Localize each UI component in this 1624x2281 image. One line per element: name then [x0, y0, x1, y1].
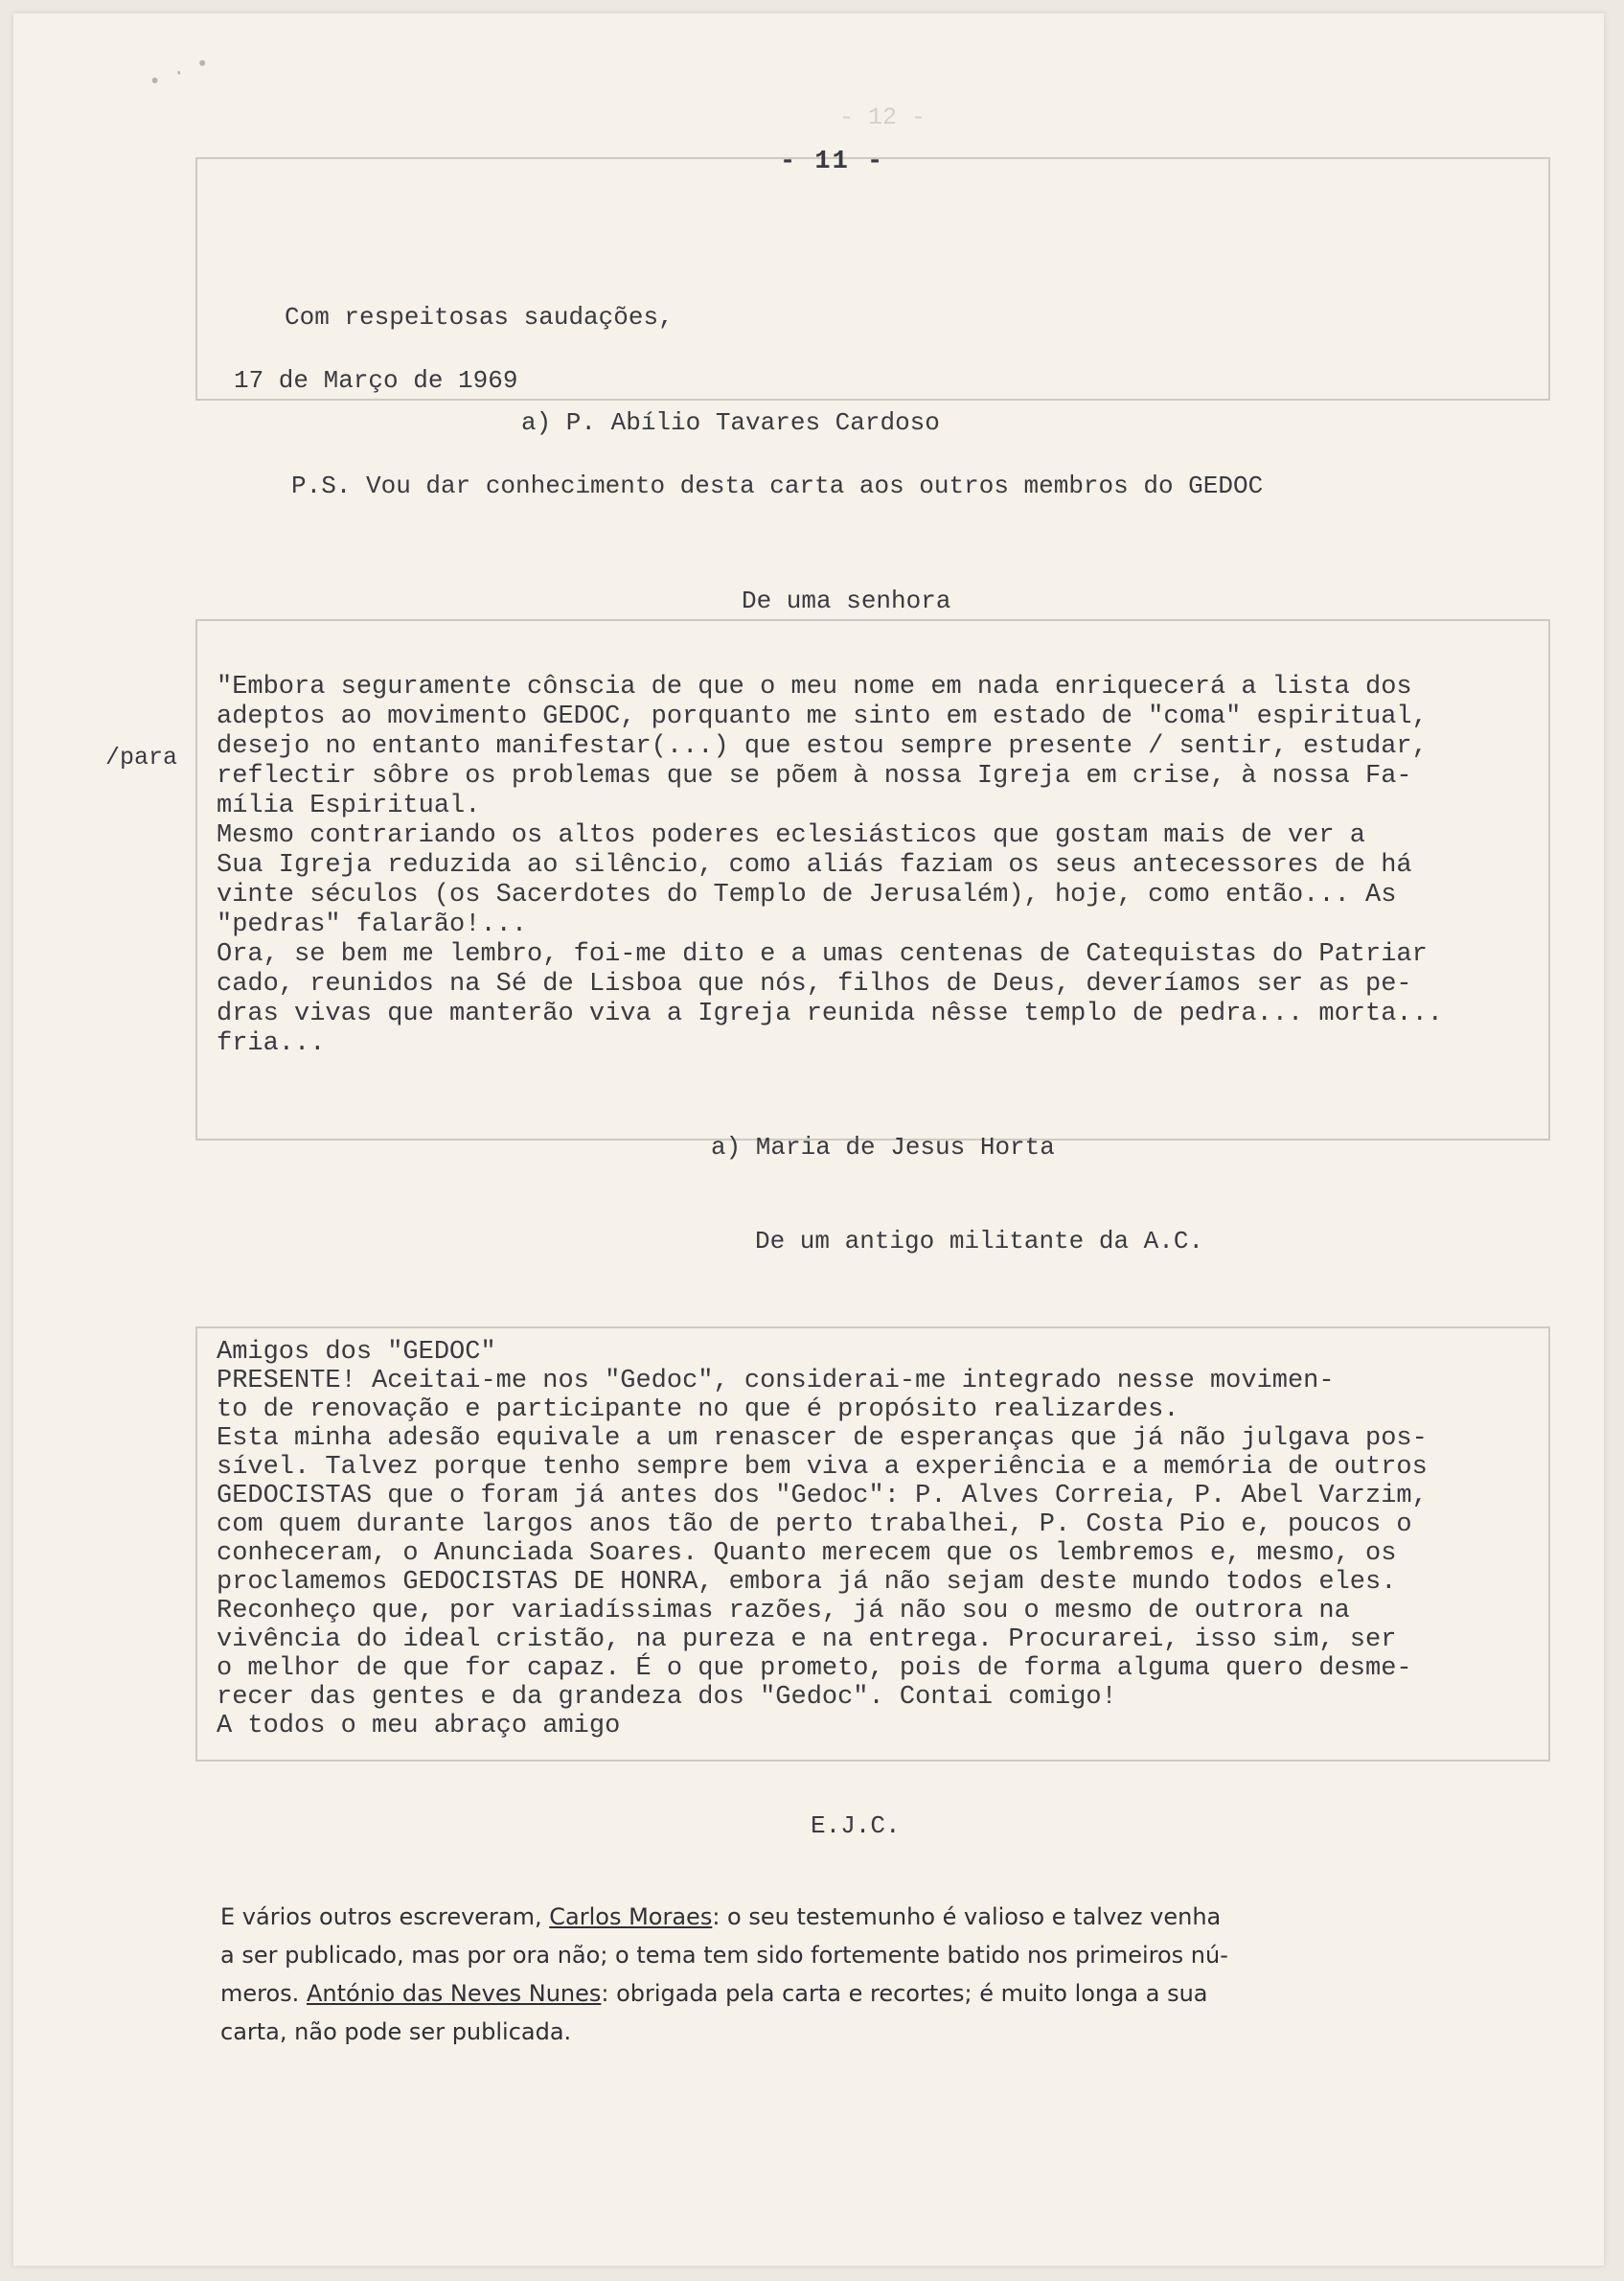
signature-abilio: a) P. Abílio Tavares Cardoso	[521, 408, 940, 437]
document-page	[13, 13, 1604, 2266]
text-line: adeptos ao movimento GEDOC, porquanto me sinto em estado de "coma" espiritual,	[217, 703, 1428, 731]
ghost-page-number: - 12 -	[839, 104, 926, 131]
footer-line	[220, 1974, 1581, 2013]
page-number: - 11 -	[780, 148, 885, 176]
text-line: Reconheço que, por variadíssimas razões, já não sou o mesmo de outrora na	[217, 1597, 1350, 1625]
text-line: sível. Talvez porque tenho sempre bem viva a experiência e a memória de outros	[217, 1453, 1428, 1482]
text-line: Esta minha adesão equivale a um renascer de esperanças que já não julgava pos-	[217, 1424, 1428, 1453]
text-line: com quem durante largos anos tão de perto trabalhei, P. Costa Pio e, poucos o	[217, 1510, 1412, 1539]
text-line: to de renovação e participante no que é propósito realizardes.	[217, 1395, 1179, 1424]
text-line: vivência do ideal cristão, na pureza e na entrega. Procurarei, isso sim, ser	[217, 1625, 1397, 1654]
letter-body-militante	[217, 1338, 1567, 1740]
text-line: mília Espiritual.	[217, 792, 481, 820]
footer-intro: E vários outros escreveram,	[220, 1903, 550, 1930]
text-line: conheceram, o Anunciada Soares. Quanto merecem que os lembremos e, mesmo, os	[217, 1539, 1397, 1568]
text-line: "pedras" falarão!...	[217, 910, 528, 939]
margin-note: /para	[105, 744, 178, 772]
letter-body-senhora	[217, 673, 1567, 1059]
text-line: o melhor de que for capaz. É o que prometo, pois de forma alguma quero desme-	[217, 1654, 1412, 1683]
letter-date: 17 de Março de 1969	[234, 366, 518, 395]
text-line: Ora, se bem me lembro, foi-me dito e a umas centenas de Catequistas do Patriar	[217, 940, 1428, 969]
footer-text: meros.	[220, 1980, 307, 2007]
postscript: P.S. Vou dar conhecimento desta carta aos outros membros do GEDOC	[291, 472, 1264, 500]
text-line: GEDOCISTAS que o foram já antes dos "Gedoc": P. Alves Correia, P. Abel Varzim,	[217, 1482, 1428, 1510]
section-heading-militante: De um antigo militante da A.C.	[755, 1227, 1204, 1256]
signature-ejc: E.J.C.	[811, 1811, 901, 1840]
text-line: desejo no entanto manifestar(...) que estou sempre presente / sentir, estudar,	[217, 732, 1428, 761]
name-carlos-moraes: Carlos Moraes	[549, 1903, 713, 1930]
name-antonio-nunes: António das Neves Nunes	[306, 1980, 602, 2007]
closing-salutation: Com respeitosas saudações,	[285, 303, 674, 332]
text-line: proclamemos GEDOCISTAS DE HONRA, embora já não sejam deste mundo todos eles.	[217, 1568, 1397, 1597]
text-line: Sua Igreja reduzida ao silêncio, como aliás faziam os seus antecessores de há	[217, 851, 1412, 880]
text-line: recer das gentes e da grandeza dos "Gedoc". Contai comigo!	[217, 1683, 1117, 1712]
text-line: reflectir sôbre os problemas que se põem à nossa Igreja em crise, à nossa Fa-	[217, 762, 1412, 791]
footer-line: carta, não pode ser publicada.	[220, 2018, 572, 2045]
text-line: vinte séculos (os Sacerdotes do Templo de Jerusalém), hoje, como então... As	[217, 881, 1397, 910]
footer-text: : o seu testemunho é valioso e talvez venha	[712, 1903, 1222, 1930]
footer-text: : obrigada pela carta e recortes; é muito longa a sua	[601, 1980, 1208, 2007]
paper-specks: • · •	[145, 51, 214, 96]
footer-line: a ser publicado, mas por ora não; o tema tem sido fortemente batido nos primeiros nú-	[220, 1942, 1228, 1969]
text-line: "Embora seguramente cônscia de que o meu nome em nada enriquecerá a lista dos	[217, 673, 1412, 702]
text-line: PRESENTE! Aceitai-me nos "Gedoc", considerai-me integrado nesse movimen-	[217, 1367, 1335, 1395]
signature-maria: a) Maria de Jesus Horta	[711, 1133, 1055, 1162]
bleed-frame-top	[195, 157, 1550, 401]
text-line: cado, reunidos na Sé de Lisboa que nós, filhos de Deus, deveríamos ser as pe-	[217, 970, 1412, 999]
text-line: Amigos dos "GEDOC"	[217, 1338, 496, 1367]
text-line: fria...	[217, 1029, 326, 1058]
section-heading-senhora: De uma senhora	[742, 587, 951, 615]
editorial-footer	[220, 1898, 1581, 2051]
footer-line	[220, 1898, 1581, 1936]
text-line: dras vivas que manterão viva a Igreja reunida nêsse templo de pedra... morta...	[217, 1000, 1444, 1028]
text-line: Mesmo contrariando os altos poderes eclesiásticos que gostam mais de ver a	[217, 821, 1365, 850]
text-line: A todos o meu abraço amigo	[217, 1712, 621, 1740]
